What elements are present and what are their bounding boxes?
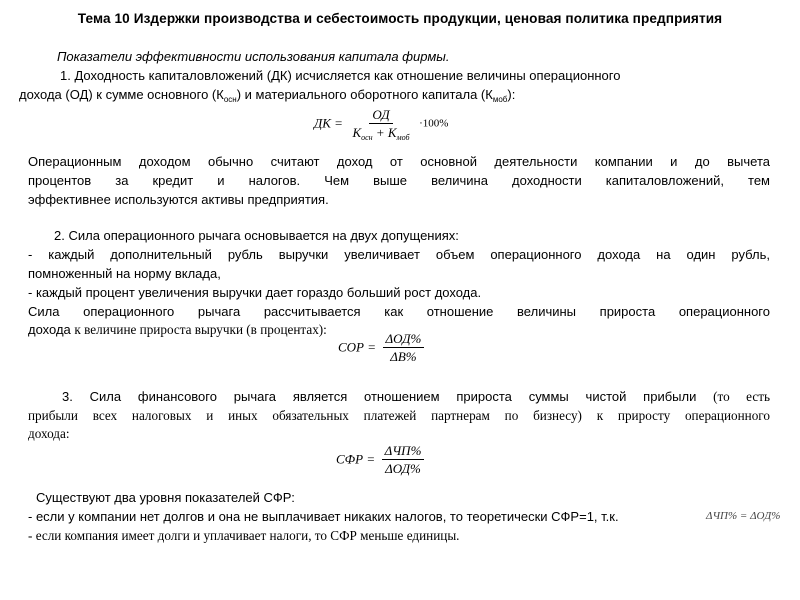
p4-line2: прибыли всех налоговых и иных обязательных платежей партнерам по бизнесу) к приросту операционного (28, 408, 770, 423)
formula-sor-numerator: ΔОД% (383, 331, 425, 348)
p2-line1: Операционным доходом обычно считают доход от основной деятельности компании и до вычета (28, 154, 770, 169)
formula-sor-lhs: СОР = (338, 339, 377, 355)
formula-sor-fraction (383, 331, 425, 364)
p5-line1: Существуют два уровня показателей СФР: (36, 490, 295, 505)
p4-line1 (62, 387, 770, 406)
p1-line2-a: дохода (ОД) к сумме основного (К (19, 87, 224, 102)
formula-sor (338, 331, 427, 364)
section-heading: Показатели эффективности использования капитала фирмы. (57, 49, 450, 64)
formula-dk-tail: ·100% (419, 117, 449, 130)
p5-overlay-formula: ΔЧП% = ΔОД% (706, 510, 781, 522)
formula-dk-den-sub1: осн (361, 133, 373, 142)
p3-line6-b: к величине прироста выручки (в процентах): (74, 322, 327, 337)
formula-dk-den-k2: К (387, 125, 397, 140)
formula-dk-fraction (349, 107, 412, 140)
p1-line2-c: ): (507, 87, 516, 102)
formula-sfr (336, 443, 427, 476)
p4-line1-b: (то есть (713, 389, 770, 404)
formula-sor-denominator: ΔВ% (390, 349, 417, 364)
p3-line1: 2. Сила операционного рычага основывается на двух допущениях: (54, 228, 459, 243)
formula-sfr-numerator: ΔЧП% (382, 443, 425, 460)
p1-line2 (19, 85, 515, 104)
p1-line1: 1. Доходность капиталовложений (ДК) исчисляется как отношение величины операционного (60, 68, 621, 83)
formula-dk-den-sub2: моб (396, 133, 410, 142)
p5-line3: - если компания имеет долги и уплачивает налоги, то СФР меньше единицы. (28, 528, 460, 543)
p4-line3: дохода: (28, 426, 70, 441)
p3-line5: Сила операционного рычага рассчитывается как отношение величины прироста операционного (28, 304, 770, 319)
p3-line6 (28, 320, 327, 339)
p2-line2: процентов за кредит и налогов. Чем выше величина доходности капиталовложений, тем (28, 173, 770, 188)
p1-line2-b: ) и материального оборотного капитала (К (236, 87, 493, 102)
p5-line2: - если у компании нет долгов и она не выплачивает никаких налогов, то теоретически СФР=1, т.к. (28, 509, 619, 524)
formula-sfr-fraction (382, 443, 425, 476)
p1-sub-osn: осн (223, 95, 237, 104)
formula-sfr-denominator: ΔОД% (385, 461, 421, 476)
formula-dk-lhs: ДК = (314, 115, 343, 131)
formula-dk-den-k1: К (352, 125, 362, 140)
formula-dk-numerator: ОД (369, 107, 392, 124)
p4-line1-a: 3. Сила финансового рычага является отношением прироста суммы чистой прибыли (62, 389, 714, 404)
slide-title: Тема 10 Издержки производства и себестоимость продукции, ценовая политика предприятия (77, 11, 723, 26)
formula-dk (314, 107, 448, 140)
formula-sfr-lhs: СФР = (336, 451, 376, 467)
p3-line3: помноженный на норму вклада, (28, 266, 221, 281)
formula-dk-denominator (349, 124, 412, 140)
formula-dk-den-plus: + (375, 125, 385, 140)
p1-sub-mob: моб (492, 95, 508, 104)
p3-line6-a: дохода (28, 322, 75, 337)
p3-line4: - каждый процент увеличения выручки дает гораздо больший рост дохода. (28, 285, 482, 300)
p2-line3: эффективнее используются активы предприятия. (28, 192, 329, 207)
p3-line2: - каждый дополнительный рубль выручки увеличивает объем операционного дохода на один рубль, (28, 247, 770, 262)
